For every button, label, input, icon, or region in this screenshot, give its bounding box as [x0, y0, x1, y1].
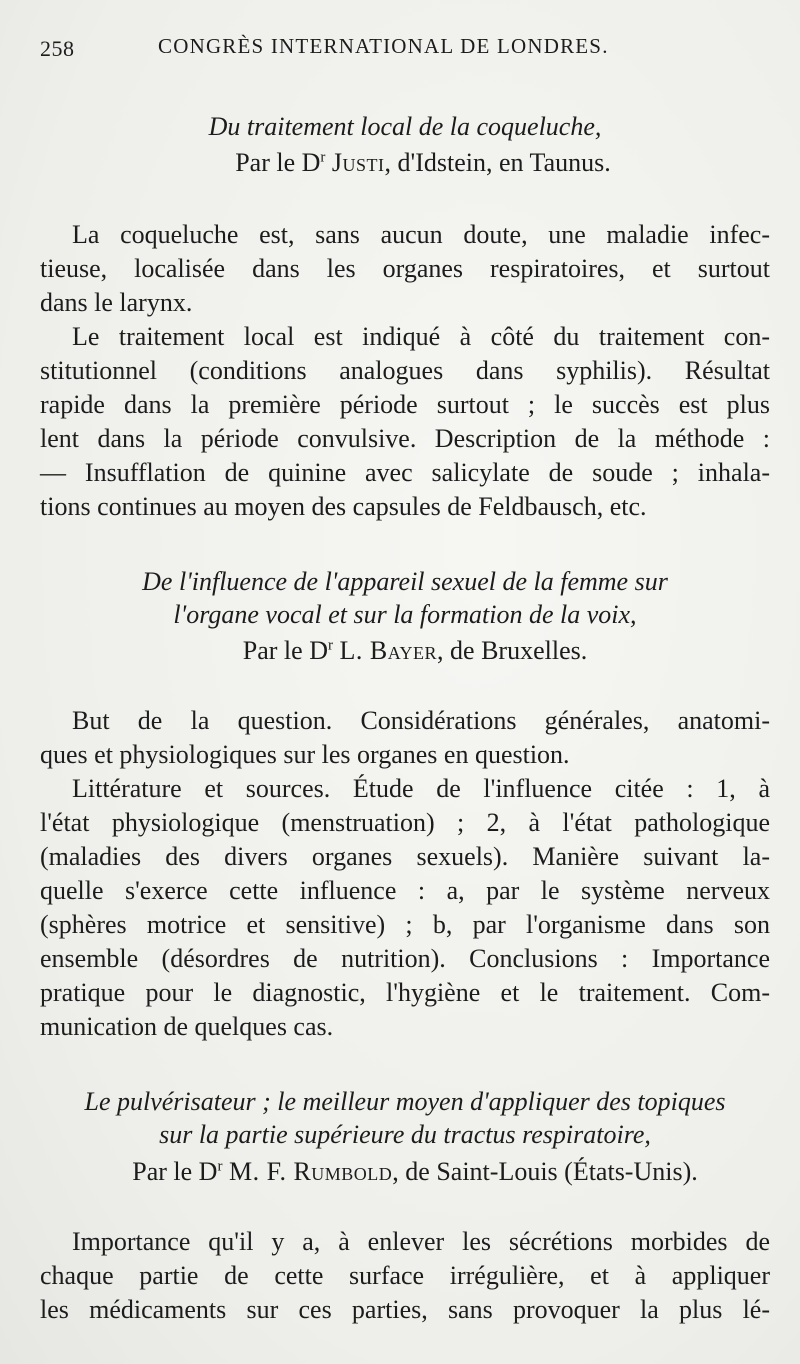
text-line: dans le larynx.	[40, 288, 193, 317]
text-line: — Insufflation de quinine avec salicylate de soude ; inhala-	[40, 458, 770, 487]
text-line: stitutionnel (conditions analogues dans syphilis). Résultat	[40, 356, 770, 385]
text-line: quelle s'exerce cette influence : a, par le système nerveux	[40, 876, 770, 905]
author-sup: r	[217, 1158, 223, 1175]
text-line: ques et physiologiques sur les organes en question.	[40, 740, 570, 769]
text-line: Le traitement local est indiqué à côté du traitement con-	[72, 322, 770, 351]
article-title: sur la partie supérieure du tractus respiratoire,	[159, 1120, 651, 1149]
text-line: chaque partie de cette surface irrégulière, et à appliquer	[40, 1261, 770, 1290]
article-title: Le pulvérisateur ; le meilleur moyen d'appliquer des topiques	[84, 1087, 726, 1116]
text-line: tions continues au moyen des capsules de Feldbausch, etc.	[40, 492, 647, 521]
article-rumbold	[40, 1085, 770, 1327]
text-line: Littérature et sources. Étude de l'influence citée : 1, à	[72, 774, 770, 803]
text-line: les médicaments sur ces parties, sans provoquer la plus lé-	[40, 1295, 770, 1324]
page-header	[40, 32, 640, 66]
text-line: (sphères motrice et sensitive) ; b, par l'organisme dans son	[40, 910, 770, 939]
text-line: munication de quelques cas.	[40, 1012, 334, 1041]
text-line: lent dans la période convulsive. Description de la méthode :	[40, 424, 770, 453]
article-author	[40, 1155, 770, 1189]
text-line: (maladies des divers organes sexuels). Manière suivant la-	[40, 842, 770, 871]
author-name: Justi	[331, 148, 385, 177]
author-prefix: Par le D	[132, 1157, 218, 1186]
article-title: De l'influence de l'appareil sexuel de la femme sur	[142, 567, 668, 596]
author-sup: r	[327, 637, 333, 654]
author-name: L. Bayer	[339, 636, 438, 665]
article-title: Du traitement local de la coqueluche,	[208, 112, 602, 141]
author-suffix: , de Bruxelles.	[437, 636, 588, 665]
text-line: l'état physiologique (menstruation) ; 2, à l'état pathologique	[40, 808, 770, 837]
paragraph	[40, 772, 770, 1044]
paragraph	[40, 218, 770, 320]
text-line: pratique pour le diagnostic, l'hygiène et le traitement. Com-	[40, 978, 770, 1007]
author-prefix: Par le D	[235, 148, 321, 177]
text-line: Importance qu'il y a, à enlever les sécrétions morbides de	[72, 1227, 770, 1256]
text-line: rapide dans la première période surtout ; le succès est plus	[40, 390, 770, 419]
running-head: CONGRÈS INTERNATIONAL DE LONDRES.	[158, 34, 609, 58]
author-suffix: , d'Idstein, en Taunus.	[384, 148, 611, 177]
text-line: But de la question. Considérations générales, anatomi-	[72, 706, 770, 735]
text-line: tieuse, localisée dans les organes respiratoires, et surtout	[40, 254, 770, 283]
paragraph	[40, 320, 770, 524]
text-line: ensemble (désordres de nutrition). Conclusions : Importance	[40, 944, 770, 973]
page-number: 258	[40, 36, 75, 61]
author-name: M. F. Rumbold	[228, 1157, 393, 1186]
article-title: l'organe vocal et sur la formation de la voix,	[173, 600, 637, 629]
paragraph	[40, 704, 770, 772]
text-line: La coqueluche est, sans aucun doute, une maladie infec-	[72, 220, 770, 249]
author-suffix: , de Saint-Louis (États-Unis).	[392, 1157, 698, 1186]
article-justi	[40, 110, 770, 524]
author-prefix: Par le D	[242, 636, 328, 665]
article-bayer	[40, 565, 770, 1044]
author-sup: r	[320, 149, 326, 166]
article-author	[40, 146, 770, 180]
paragraph	[40, 1225, 770, 1327]
article-author	[40, 634, 770, 668]
